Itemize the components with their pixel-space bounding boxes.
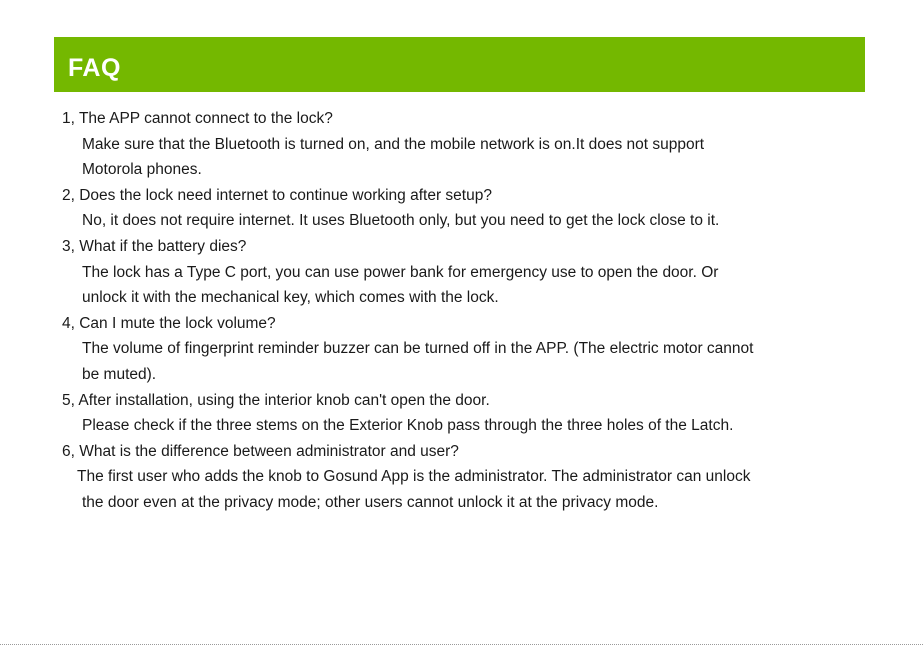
- faq-question: 5, After installation, using the interior knob can't open the door.: [62, 391, 490, 409]
- faq-item-3: [62, 234, 862, 311]
- faq-item-1: [62, 106, 862, 183]
- faq-item-5: [62, 388, 862, 439]
- faq-answer: [62, 413, 862, 439]
- faq-answer: [62, 132, 862, 183]
- faq-answer: [62, 208, 862, 234]
- faq-answer-line: Make sure that the Bluetooth is turned on, and the mobile network is on.It does not support: [82, 135, 705, 153]
- faq-answer: [62, 260, 862, 311]
- faq-question: 4, Can I mute the lock volume?: [62, 314, 276, 332]
- faq-answer-line: be muted).: [82, 365, 157, 383]
- faq-answer-line: The volume of fingerprint reminder buzzer can be turned off in the APP. (The electric motor cannot: [82, 340, 754, 358]
- faq-question: 1, The APP cannot connect to the lock?: [62, 110, 333, 127]
- page-bottom-divider: [0, 644, 923, 645]
- faq-header-bar: [54, 37, 865, 92]
- faq-question: 2, Does the lock need internet to continue working after setup?: [62, 186, 492, 204]
- faq-answer: [62, 336, 862, 387]
- faq-question: 6, What is the difference between administrator and user?: [62, 442, 459, 460]
- faq-answer-line: unlock it with the mechanical key, which comes with the lock.: [82, 289, 499, 307]
- faq-answer-line: The first user who adds the knob to Gosund App is the administrator. The administrator can unlock: [77, 468, 751, 486]
- faq-answer-line: Please check if the three stems on the Exterior Knob pass through the three holes of the Latch.: [82, 417, 734, 435]
- faq-answer-line: the door even at the privacy mode; other users cannot unlock it at the privacy mode.: [82, 493, 659, 511]
- faq-list: [62, 106, 862, 516]
- faq-question: 3, What if the battery dies?: [62, 237, 247, 255]
- faq-item-2: [62, 183, 862, 234]
- faq-answer-line: No, it does not require internet. It uses Bluetooth only, but you need to get the lock close to it.: [82, 212, 720, 230]
- faq-answer-line: Motorola phones.: [82, 161, 202, 179]
- faq-answer: [62, 464, 862, 515]
- faq-answer-line: The lock has a Type C port, you can use power bank for emergency use to open the door. Or: [82, 263, 719, 281]
- page-title: FAQ: [68, 54, 121, 82]
- faq-item-4: [62, 311, 862, 388]
- faq-item-6: [62, 439, 862, 516]
